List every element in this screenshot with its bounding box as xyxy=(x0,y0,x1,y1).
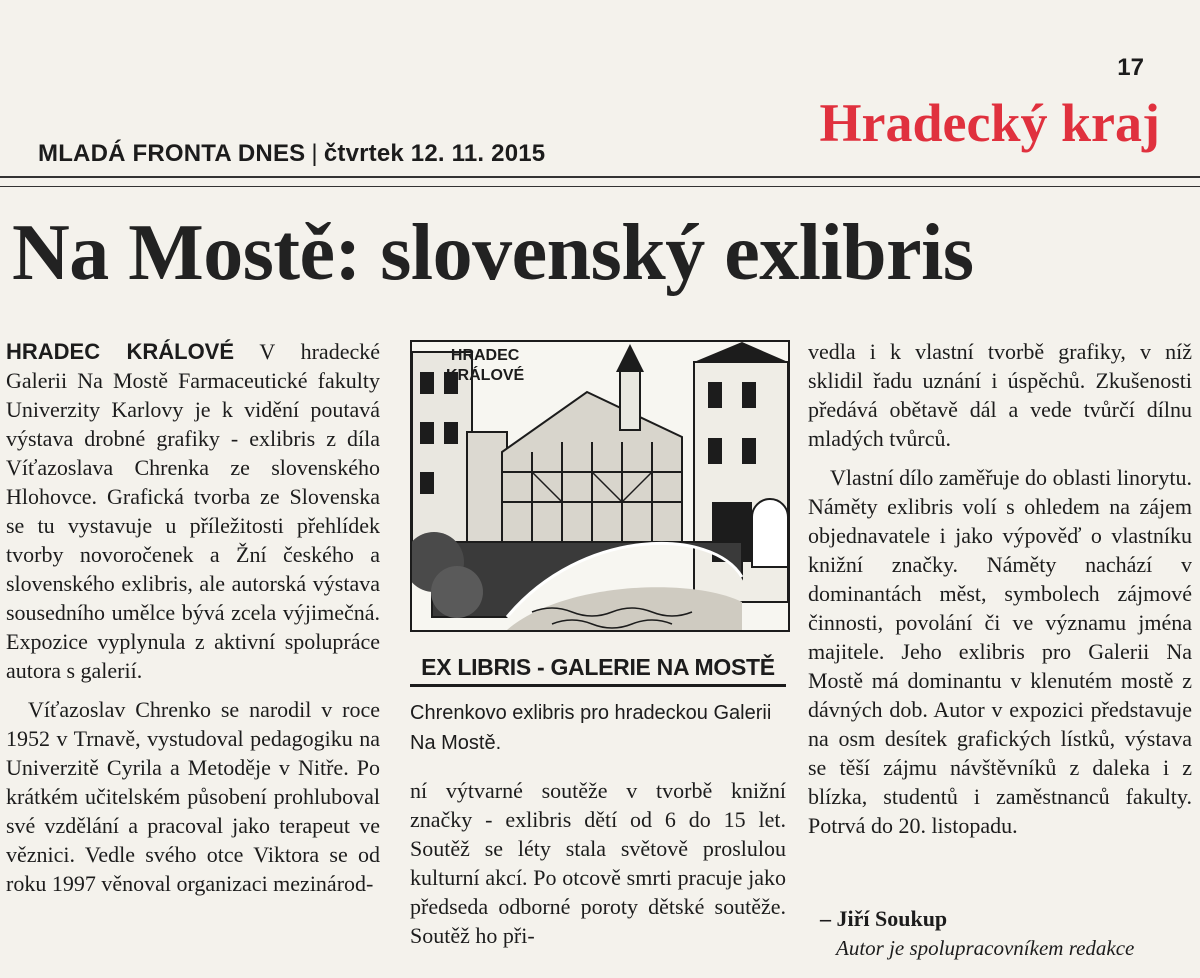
paragraph-text: V hradecké Galerii Na Mostě Farmaceutické fakulty Univerzity Karlovy je k vidění poutavá výstava drobné grafiky - exlibris z díla Víťazoslava Chrenka ze slovenského Hlohovce. Grafická tvorba ze Slovenska se tu vystavuje u příležitosti přehlídek tvorby novoročenek a Žní českého a slovenského exlibris, ale autorská výstava sousedního umělce bývá zcela výjimečná. Expozice vyplynula z aktivní spolupráce autora s galerií. xyxy=(6,339,380,683)
illustration-label xyxy=(446,346,524,386)
figure-caption: Chrenkovo exlibris pro hradeckou Galerii Na Mostě. xyxy=(410,702,772,754)
section-title: Hradecký kraj xyxy=(819,93,1160,153)
masthead-separator: | xyxy=(311,140,318,167)
article-column-2 xyxy=(410,776,786,950)
header-rule xyxy=(0,176,1200,178)
paragraph: vedla i k vlastní tvorbě grafiky, v níž sklidil řadu uznání i úspěchů. Zkušenosti předává obětavě dál a vede tvůrčí dílnu mladých tvůrců. xyxy=(808,339,1192,451)
illustration-label-line: HRADEC xyxy=(450,347,520,364)
article-column-3 xyxy=(808,337,1192,840)
headline: Na Mostě: slovenský exlibris xyxy=(12,209,974,297)
paragraph xyxy=(6,337,380,685)
paragraph: Víťazoslav Chrenko se narodil v roce 1952 v Trnavě, vystudoval pedagogiku na Univerzitě Cyrila a Metoděje v Nitře. Po krátkém učitelském působení prohluboval své vzdělání a pracoval jako terapeut ve věznici. Vedle svého otce Viktora se od roku 1997 věnoval organizaci mezinárod- xyxy=(6,697,380,896)
paragraph: ní výtvarné soutěže v tvorbě knižní značky - exlibris dětí od 6 do 15 let. Soutěž se léty stala světově proslulou kulturní akcí. Po otcově smrti pracuje jako předseda odborné poroty dětské soutěže. Soutěž ho při- xyxy=(410,778,786,948)
newspaper-name: MLADÁ FRONTA DNES xyxy=(38,140,306,167)
issue-date: čtvrtek 12. 11. 2015 xyxy=(323,140,546,167)
author-signature: – Jiří Soukup xyxy=(820,906,948,931)
page-number: 17 xyxy=(1117,54,1144,81)
author-note: Autor je spolupracovníkem redakce xyxy=(836,936,1135,960)
masthead xyxy=(38,140,545,168)
dateline: HRADEC KRÁLOVÉ xyxy=(6,339,235,364)
article-column-1 xyxy=(6,337,380,898)
paragraph: Vlastní dílo zaměřuje do oblasti linorytu. Náměty exlibris volí s ohledem na zájem objednavatele i jako výpověď o vlastníku knižní značky. Náměty nachází v dominantách měst, symbolech zájmové činnosti, povolání či ve významu jména majitele. Jeho exlibris pro Galerii Na Mostě má dominantu v klenutém mostě z dávných dob. Autor v expozici představuje na osm desítek grafických lístků, výstava se těší zájmu návštěvníků z daleka i z blízka, studentů i zaměstnanců fakulty. Potrvá do 20. listopadu. xyxy=(808,465,1192,838)
header-rule-thin xyxy=(0,186,1200,187)
illustration-banner: EX LIBRIS - GALERIE NA MOSTĚ xyxy=(410,654,786,687)
illustration-label-line: KRÁLOVÉ xyxy=(446,367,525,384)
